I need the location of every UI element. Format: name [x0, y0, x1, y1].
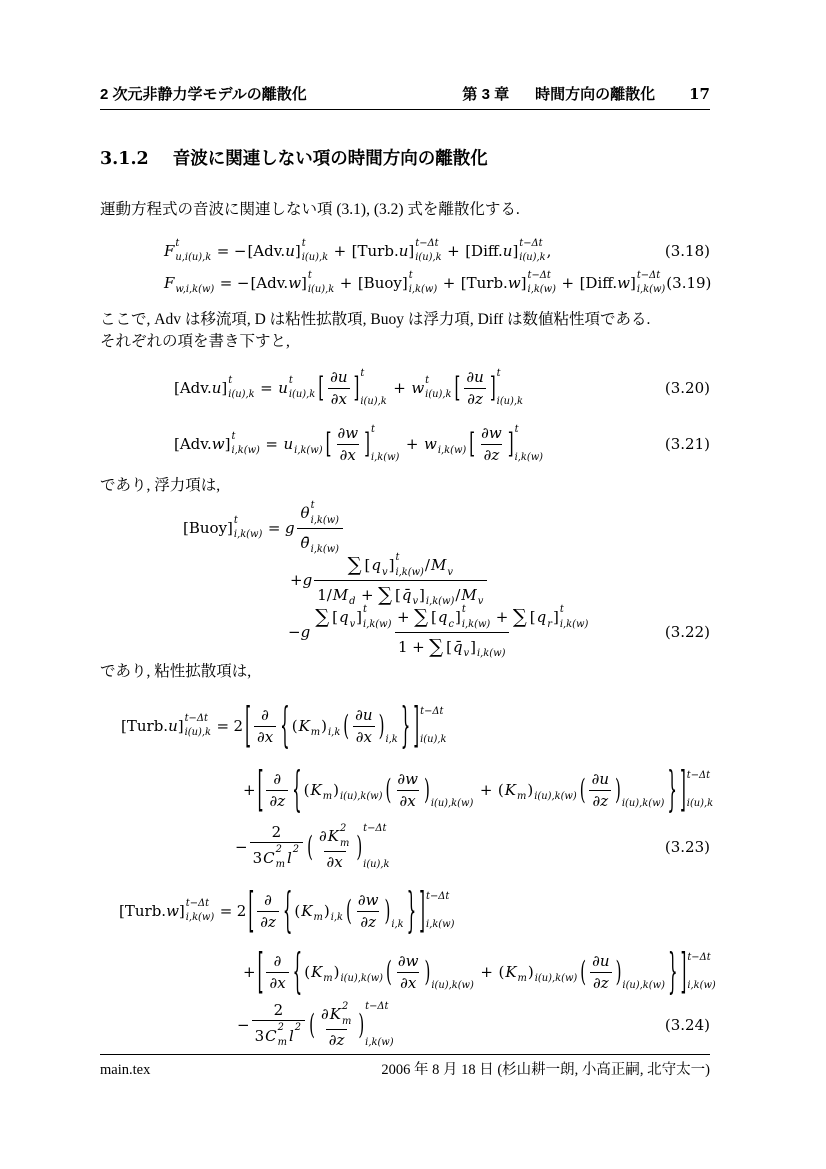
equation-line [243, 942, 716, 1001]
equation-number: (3.18) [664, 242, 710, 260]
equation-3.23-math-line3: − 2 3 C 2 m l 2 ( ∂ K 2 m ∂x ) t−Δt i(u),k [235, 822, 390, 871]
equation-3.23-math-line1: [Turb. u ] t−Δt i(u),k = 2 [ $\frac{\partial}{\partial x}$ { ( K m ) i,k ( $\frac{\partial u}{\partial x}$ ) i,k } ] t−Δt i(u),k [121, 696, 447, 754]
section-heading [100, 146, 710, 171]
equation-line [237, 1001, 710, 1049]
equation-line [120, 693, 710, 759]
equation-3.23 [100, 693, 714, 873]
equation-3.21-math: [Adv. w ] t i,k(w) = u i,k(w) [ $\frac{\partial w}{\partial x}$ ] t i,k(w) + w i,k(w) [ $\frac{\partial w}{\partial z}$ ] t i,k(w) [174, 424, 544, 464]
footer-date-authors: 2006 年 8 月 18 日 (杉山耕一朗, 小高正嗣, 北守太一) [381, 1062, 710, 1078]
equation-3.24-math-line3: − 2 3 C 2 m l 2 ( ∂ K 2 m ∂z ) t−Δt i,k(w) [237, 1000, 394, 1049]
equation-number: (3.23) [664, 838, 710, 856]
equation-number: (3.20) [664, 379, 710, 397]
equation-line [163, 235, 710, 267]
paragraph-terms-line1: ここで, Adv は移流項, D は粘性拡散項, Buoy は浮力項, Diff は数値粘性項である. [100, 311, 651, 328]
equation-line [118, 879, 710, 943]
equation-line [288, 603, 710, 660]
equation-3.19-math: F w,i,k(w) = − [Adv. w ] t i(u),k + [Buoy] t i,k(w) + [Turb. w ] t−Δt i,k(w) + [Diff. w ] t−Δt i,k(w) [164, 269, 666, 296]
equation-line [290, 553, 710, 607]
section-title: 音波に関連しない項の時間方向の離散化 [172, 148, 488, 168]
equation-number: (3.19) [666, 274, 712, 292]
paragraph-buoyancy: であり, 浮力項は, [100, 477, 221, 494]
equation-line [235, 821, 710, 873]
equation-3.22-math-line1: [Buoy] t i,k(w) = g θ t i,k(w) θ̄ i,k(w) [182, 501, 345, 556]
equation-number: (3.21) [664, 435, 710, 453]
section-number: 3.1.2 [100, 149, 149, 169]
equation-number: (3.22) [664, 623, 710, 641]
paragraph-terms-line2: それぞれの項を書き下すと, [100, 333, 290, 350]
running-header [100, 84, 710, 110]
equation-line [243, 759, 714, 821]
equation-3.20-math: [Adv. u ] t i(u),k = u t i(u),k [ $\frac{\partial u}{\partial x}$ ] t i(u),k + w t i(u),k [ $\frac{\partial u}{\partial z}$ ] t i(u),k [174, 368, 524, 408]
equation-line [173, 361, 710, 415]
footer-filename: main.tex [100, 1062, 151, 1078]
equation-3.24-math-line1: [Turb. w ] t−Δt i,k(w) = 2 [ $\frac{\partial}{\partial z}$ { ( K m ) i,k ( $\frac{\partial w}{\partial z}$ ) i,k } ] t−Δt i,k(w) [119, 881, 455, 939]
paragraph-diffusion: であり, 粘性拡散項は, [100, 663, 252, 680]
page-footer [100, 1054, 710, 1080]
equation-3.22-math-line3: − g ∑ [ q v ] t i,k(w) + ∑ [ q c ] t i,k(w) + ∑ [ q r ] t i,k(w) 1 + ∑ [ q̄ v ] i,k(w) [288, 603, 589, 660]
equation-3.22 [100, 499, 710, 660]
paragraph-terms [100, 309, 710, 353]
equation-3.21 [100, 417, 710, 471]
page-number: 17 [689, 85, 710, 103]
equation-3.24 [100, 879, 716, 1049]
equation-line [182, 499, 710, 556]
equation-3.18-3.19 [100, 235, 710, 299]
equation-3.20 [100, 361, 710, 415]
header-left-title: 2 次元非静力学モデルの離散化 [100, 86, 307, 103]
equation-line [163, 267, 710, 299]
equation-3.23-math-line2: + [ $\frac{\partial}{\partial z}$ { ( K m ) i(u),k(w) ( $\frac{\partial w}{\partial x}$ ) i(u),k(w) + ( K m ) i(u),k(w) ( $\frac{\partial u}{\partial z}$ ) i(u),k(w) } ] t−Δt i(u),k [243, 760, 714, 818]
paragraph-intro: 運動方程式の音波に関連しない項 (3.1), (3.2) 式を離散化する. [100, 201, 520, 218]
equation-line [173, 417, 710, 471]
header-chapter-title: 時間方向の離散化 [535, 86, 656, 103]
header-right [462, 84, 710, 105]
header-chapter: 第 3 章 [462, 86, 510, 103]
equation-3.24-math-line2: + [ $\frac{\partial}{\partial x}$ { ( K m ) i(u),k(w) ( $\frac{\partial w}{\partial x}$ ) i(u),k(w) + ( K m ) i(u),k(w) ( $\frac{\partial u}{\partial z}$ ) i(u),k(w) } ] t−Δt i,k(w) [243, 942, 716, 1000]
equation-3.18-math: F t u,i(u),k = − [Adv. u ] t i(u),k + [Turb. u ] t−Δt i(u),k + [Diff. u ] t−Δt i(u),k , [164, 237, 552, 264]
equation-3.22-math-line2: + g ∑ [ q v ] t i,k(w) / M v 1/ M d + ∑ [ q̄ v ] i,k(w) / M v [290, 553, 489, 608]
equation-number: (3.24) [664, 1016, 710, 1034]
